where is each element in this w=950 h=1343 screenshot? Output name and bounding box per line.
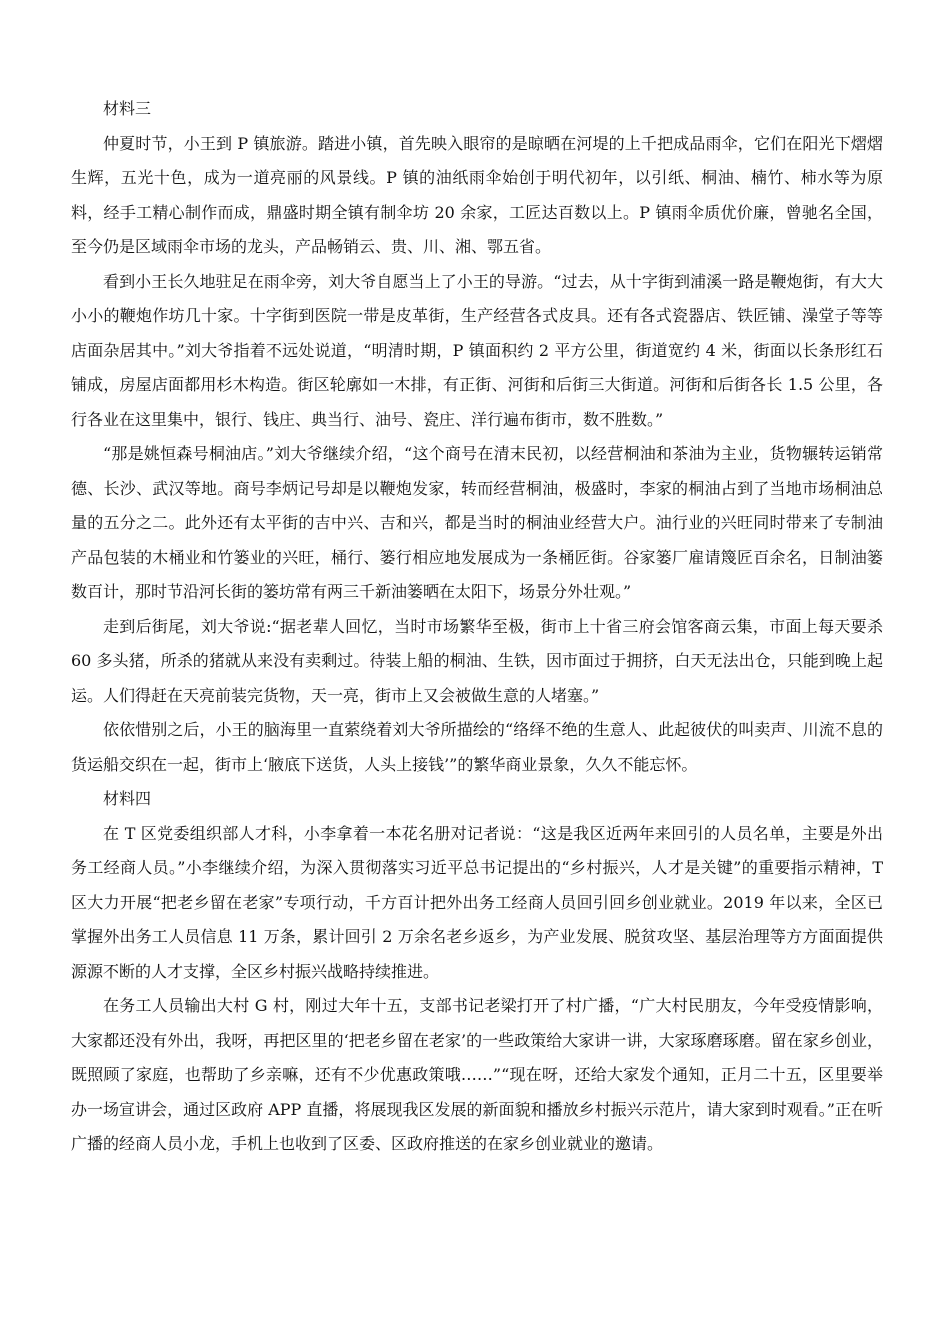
section4-paragraph-1: 在 T 区党委组织部人才科，小李拿着一本花名册对记者说：“这是我区近两年来回引的人员名单，主要是外出务工经商人员。”小李继续介绍，为深入贯彻落实习近平总书记提出的“乡村振兴，人才是关键”的重要指示精神，T 区大力开展“把老乡留在老家”专项行动，千方百计把外出务工经商人员回引回乡创业就业。2019 年以来，全区已掌握外出务工人员信息 11 万条，累计回引 2 万余名老乡返乡，为产业发展、脱贫攻坚、基层治理等方方面面提供源源不断的人才支撑，全区乡村振兴战略持续推进。 <box>71 823 883 981</box>
section3-paragraph-4: 走到后街尾，刘大爷说:“据老辈人回忆，当时市场繁华至极，街市上十省三府会馆客商云集，市面上每天要杀 60 多头猪，所杀的猪就从来没有卖剩过。待装上船的桐油、生铁，因市面过于拥挤，白天无法出仓，只能到晚上起运。人们得赶在天亮前装完货物，天一亮，街市上又会被做生意的人堵塞。” <box>71 616 883 705</box>
section3-paragraph-1: 仲夏时节，小王到 P 镇旅游。踏进小镇，首先映入眼帘的是晾晒在河堤的上千把成品雨伞，它们在阳光下熠熠生辉，五光十色，成为一道亮丽的风景线。P 镇的油纸雨伞始创于明代初年，以引纸、桐油、楠竹、柿水等为原料，经手工精心制作而成，鼎盛时期全镇有制伞坊 20 余家，工匠达百数以上。P 镇雨伞质优价廉，曾驰名全国，至今仍是区域雨伞市场的龙头，产品畅销云、贵、川、湘、鄂五省。 <box>71 133 883 256</box>
section3-paragraph-2: 看到小王长久地驻足在雨伞旁，刘大爷自愿当上了小王的导游。“过去，从十字街到浦溪一路是鞭炮街，有大大小小的鞭炮作坊几十家。十字街到医院一带是皮革街，生产经营各式皮具。还有各式瓷器店、铁匠铺、澡堂子等等店面杂居其中。”刘大爷指着不远处说道，“明清时期，P 镇面积约 2 平方公里，街道宽约 4 米，街面以长条形红石铺成，房屋店面都用杉木构造。街区轮廓如一木排，有正街、河街和后街三大街道。河街和后街各长 1.5 公里，各行各业在这里集中，银行、钱庄、典当行、油号、瓷庄、洋行遍布街市，数不胜数。” <box>71 271 883 429</box>
section3-paragraph-5: 依依惜别之后，小王的脑海里一直萦绕着刘大爷所描绘的“络绎不绝的生意人、此起彼伏的叫卖声、川流不息的货运船交织在一起，街市上‘腋底下送货，人头上接钱’”的繁华商业景象，久久不能忘怀。 <box>71 720 883 774</box>
section3-title: 材料三 <box>103 99 152 118</box>
section4-paragraph-2: 在务工人员输出大村 G 村，刚过大年十五，支部书记老梁打开了村广播，“广大村民朋友，今年受疫情影响，大家都还没有外出，我呀，再把区里的‘把老乡留在老家’的一些政策给大家讲一讲，大家琢磨琢磨。留在家乡创业，既照顾了家庭，也帮助了乡亲嘛，还有不少优惠政策哦……”“现在呀，还给大家发个通知，正月二十五，区里要举办一场宣讲会，通过区政府 APP 直播，将展现我区发展的新面貌和播放乡村振兴示范片，请大家到时观看。”正在听广播的经商人员小龙，手机上也收到了区委、区政府推送的在家乡创业就业的邀请。 <box>71 996 883 1153</box>
section3-paragraph-3: “那是姚恒森号桐油店。”刘大爷继续介绍，“这个商号在清末民初，以经营桐油和茶油为主业，货物辗转运销常德、长沙、武汉等地。商号李炳记号却是以鞭炮发家，转而经营桐油，极盛时，李家的桐油占到了当地市场桐油总量的五分之二。此外还有太平街的吉中兴、吉和兴，都是当时的桐油业经营大户。油行业的兴旺同时带来了专制油产品包装的木桶业和竹篓业的兴旺，桶行、篓行相应地发展成为一条桶匠街。谷家篓厂雇请篾匠百余名，日制油篓数百计，那时节沿河长街的篓坊常有两三千新油篓晒在太阳下，场景分外壮观。” <box>71 444 883 601</box>
document-page <box>71 92 883 1162</box>
section4-title: 材料四 <box>103 789 152 808</box>
